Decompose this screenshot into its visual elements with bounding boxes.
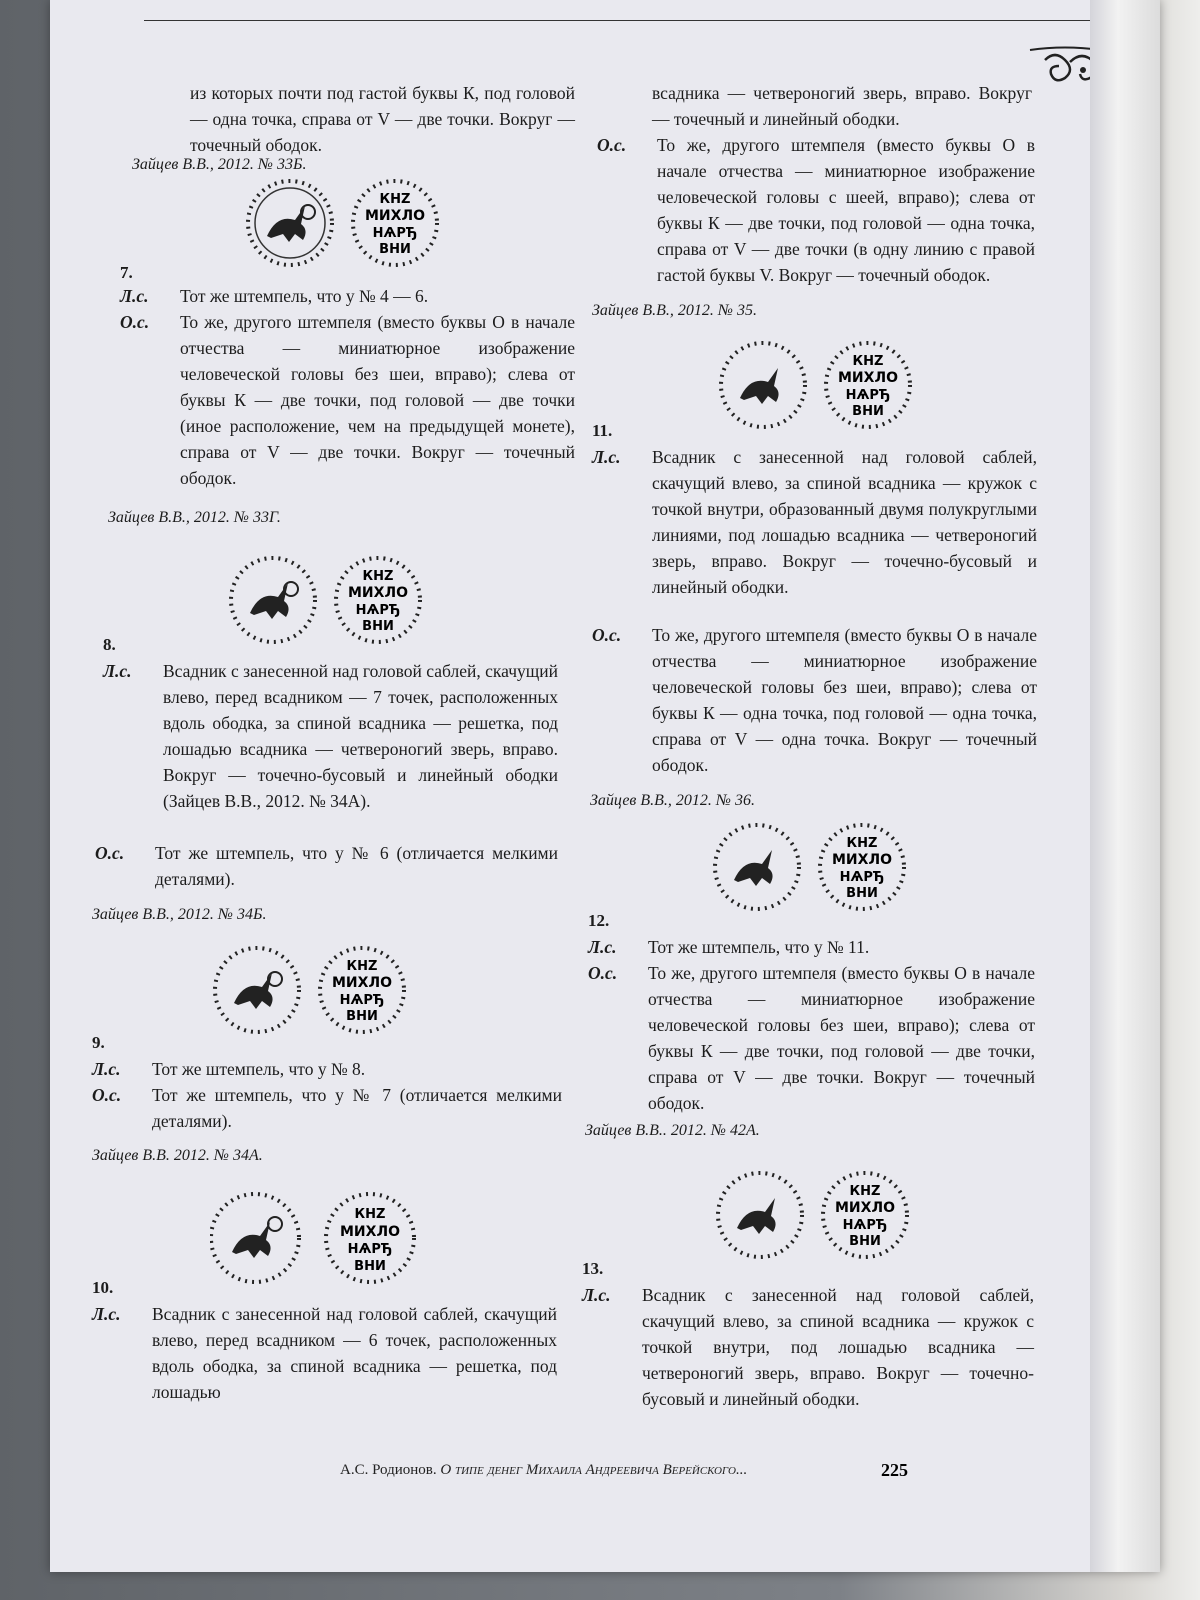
entry-12-reference: Зайцев В.В.. 2012. № 42А.	[585, 1122, 760, 1139]
entry-8-reference: Зайцев В.В., 2012. № 34Б.	[92, 906, 267, 923]
entry-7-reference: Зайцев В.В., 2012. № 33Г.	[108, 509, 281, 526]
svg-text:КНZ: КНZ	[379, 192, 411, 207]
entry-10-obverse: Л.с. Всадник с занесенной над головой саблей, скачущий влево, перед всадником — 6 точек, расположенных вдоль ободка, за спиной всадника — решетка, под лошадью	[92, 1304, 557, 1402]
entry-10-continuation: всадника — четвероногий зверь, вправо. Вокруг — точечный и линейный ободки.	[652, 83, 1032, 129]
entry-8-number: 8.	[103, 635, 116, 654]
entry-10-reference: Зайцев В.В., 2012. № 35.	[592, 302, 757, 319]
running-footer	[340, 1462, 747, 1479]
entry-13-number: 13.	[582, 1259, 604, 1278]
continuation-text: из которых почти под гастой буквы К, под головой — одна точка, справа от V — две точки. Вокруг — точечный ободок.	[190, 83, 575, 155]
coin-pair-6	[712, 822, 912, 922]
svg-text:КНZ: КНZ	[849, 1184, 881, 1199]
coin-pair-2	[228, 555, 428, 655]
coin-pair-obverse-reverse	[245, 178, 445, 278]
svg-text:МИХЛО: МИХЛО	[832, 852, 892, 868]
footer-author: А.С. Родионов.	[340, 1462, 437, 1478]
svg-text:НѦРЂ: НѦРЂ	[339, 993, 385, 1008]
coin-pair-5	[718, 340, 918, 440]
coin-pair-3	[212, 945, 412, 1045]
footer-title: О типе денег Михаила Андреевича Верейского...	[440, 1462, 748, 1478]
entry-8-reverse: О.с. Тот же штемпель, что у № 6 (отличается мелкими деталями).	[95, 843, 558, 889]
svg-text:МИХЛО: МИХЛО	[332, 975, 392, 991]
coin-obverse-icon	[248, 181, 332, 265]
entry-7-number: 7.	[120, 263, 133, 282]
svg-text:ВНИ: ВНИ	[849, 1234, 881, 1249]
svg-text:НѦРЂ: НѦРЂ	[845, 388, 891, 403]
svg-text:МИХЛО: МИХЛО	[838, 370, 898, 386]
svg-text:НѦРЂ: НѦРЂ	[372, 226, 418, 241]
svg-text:НѦРЂ: НѦРЂ	[839, 870, 885, 885]
svg-text:ВНИ: ВНИ	[354, 1259, 386, 1274]
entry-9-reference: Зайцев В.В. 2012. № 34А.	[92, 1147, 263, 1164]
svg-text:МИХЛО: МИХЛО	[365, 208, 425, 224]
svg-text:НѦРЂ: НѦРЂ	[842, 1218, 888, 1233]
svg-text:ВНИ: ВНИ	[846, 886, 878, 901]
entry-13-obverse: Л.с. Всадник с занесенной над головой саблей, скачущий влево, за спиной всадника — кружок с точкой внутри, под лошадью всадника — четвероногий зверь, вправо. Вокруг — точечно-бусовый и линейный ободки.	[582, 1285, 1034, 1409]
entry-11-number: 11.	[592, 421, 613, 440]
svg-text:ВНИ: ВНИ	[852, 404, 884, 419]
svg-text:КНZ: КНZ	[362, 569, 394, 584]
entry-11-obverse: Л.с. Всадник с занесенной над головой саблей, скачущий влево, за спиной всадника — кружок с точкой внутри, образованный двумя полукруглыми линиями, под лошадью всадника — четвероногий зверь, вправо. Вокруг — точечно-бусовый и линейный ободки.	[592, 447, 1037, 597]
entry-12-reverse: О.с. То же, другого штемпеля (вместо буквы О в начале отчества — миниатюрное изображение человеческой головы без шеи, вправо); слева от буквы К — две точки, под головой — две точки, справа от V — две точки. Вокруг — точечный ободок.	[588, 963, 1035, 1113]
entry-8-obverse: Л.с. Всадник с занесенной над головой саблей, скачущий влево, перед всадником — 7 точек, расположенных вдоль ободка, за спиной всадника — решетка, под лошадью всадника — четвероногий зверь, вправо. Вокруг — точечно-бусовый и линейный ободки (Зайцев В.В., 2012. № 34А).	[103, 661, 558, 811]
entry-12-number: 12.	[588, 911, 610, 930]
svg-text:ВНИ: ВНИ	[379, 242, 411, 257]
entry-10-reverse: О.с. То же, другого штемпеля (вместо буквы О в начале отчества — миниатюрное изображение человеческой головы с шеей, вправо); слева от буквы К — две точки, под головой — одна точка, справа от V — две точки (в одну линию с правой гастой буквы V. Вокруг — точечный ободок.	[597, 135, 1035, 285]
svg-text:НѦРЂ: НѦРЂ	[347, 1242, 393, 1257]
entry-11-reverse: О.с. То же, другого штемпеля (вместо буквы О в начале отчества — миниатюрное изображение человеческой головы без шеи, вправо); слева от буквы К — одна точка, под головой — одна точка, справа от V — одна точка. Вокруг — точечный ободок.	[592, 625, 1037, 775]
svg-text:ВНИ: ВНИ	[362, 619, 394, 634]
svg-text:НѦРЂ: НѦРЂ	[355, 603, 401, 618]
svg-text:ВНИ: ВНИ	[346, 1009, 378, 1024]
entry-7-obverse: Л.с. Тот же штемпель, что у № 4 — 6.	[120, 286, 429, 306]
svg-text:КНZ: КНZ	[346, 959, 378, 974]
page-number: 225	[881, 1460, 908, 1480]
coin-pair-7	[715, 1170, 915, 1270]
svg-text:КНZ: КНZ	[846, 836, 878, 851]
entry-11-reference: Зайцев В.В., 2012. № 36.	[590, 792, 755, 809]
reference: Зайцев В.В., 2012. № 33Б.	[132, 156, 307, 173]
svg-text:МИХЛО: МИХЛО	[348, 585, 408, 601]
coin-reverse-icon	[353, 181, 437, 265]
svg-text:КНZ: КНZ	[852, 354, 884, 369]
entry-9-number: 9.	[92, 1033, 105, 1052]
entry-7-reverse: О.с. То же, другого штемпеля (вместо буквы О в начале отчества — миниатюрное изображение человеческой головы без шеи, вправо); слева от буквы К — две точки, под головой — две точки (иное расположение, чем на предыдущей монете), справа от V — две точки. Вокруг — точечный ободок.	[120, 312, 575, 488]
entry-12-obverse: Л.с. Тот же штемпель, что у № 11.	[588, 937, 870, 957]
svg-text:МИХЛО: МИХЛО	[340, 1224, 400, 1240]
svg-text:МИХЛО: МИХЛО	[835, 1200, 895, 1216]
entry-9-obverse: Л.с. Тот же штемпель, что у № 8.	[92, 1059, 366, 1079]
entry-9-reverse: О.с. Тот же штемпель, что у № 7 (отличается мелкими деталями).	[92, 1085, 562, 1131]
page-edge	[1090, 0, 1160, 1572]
entry-10-number: 10.	[92, 1278, 114, 1297]
coin-pair-4	[210, 1190, 420, 1290]
svg-text:КНZ: КНZ	[354, 1207, 386, 1222]
header-rule	[144, 20, 1099, 21]
